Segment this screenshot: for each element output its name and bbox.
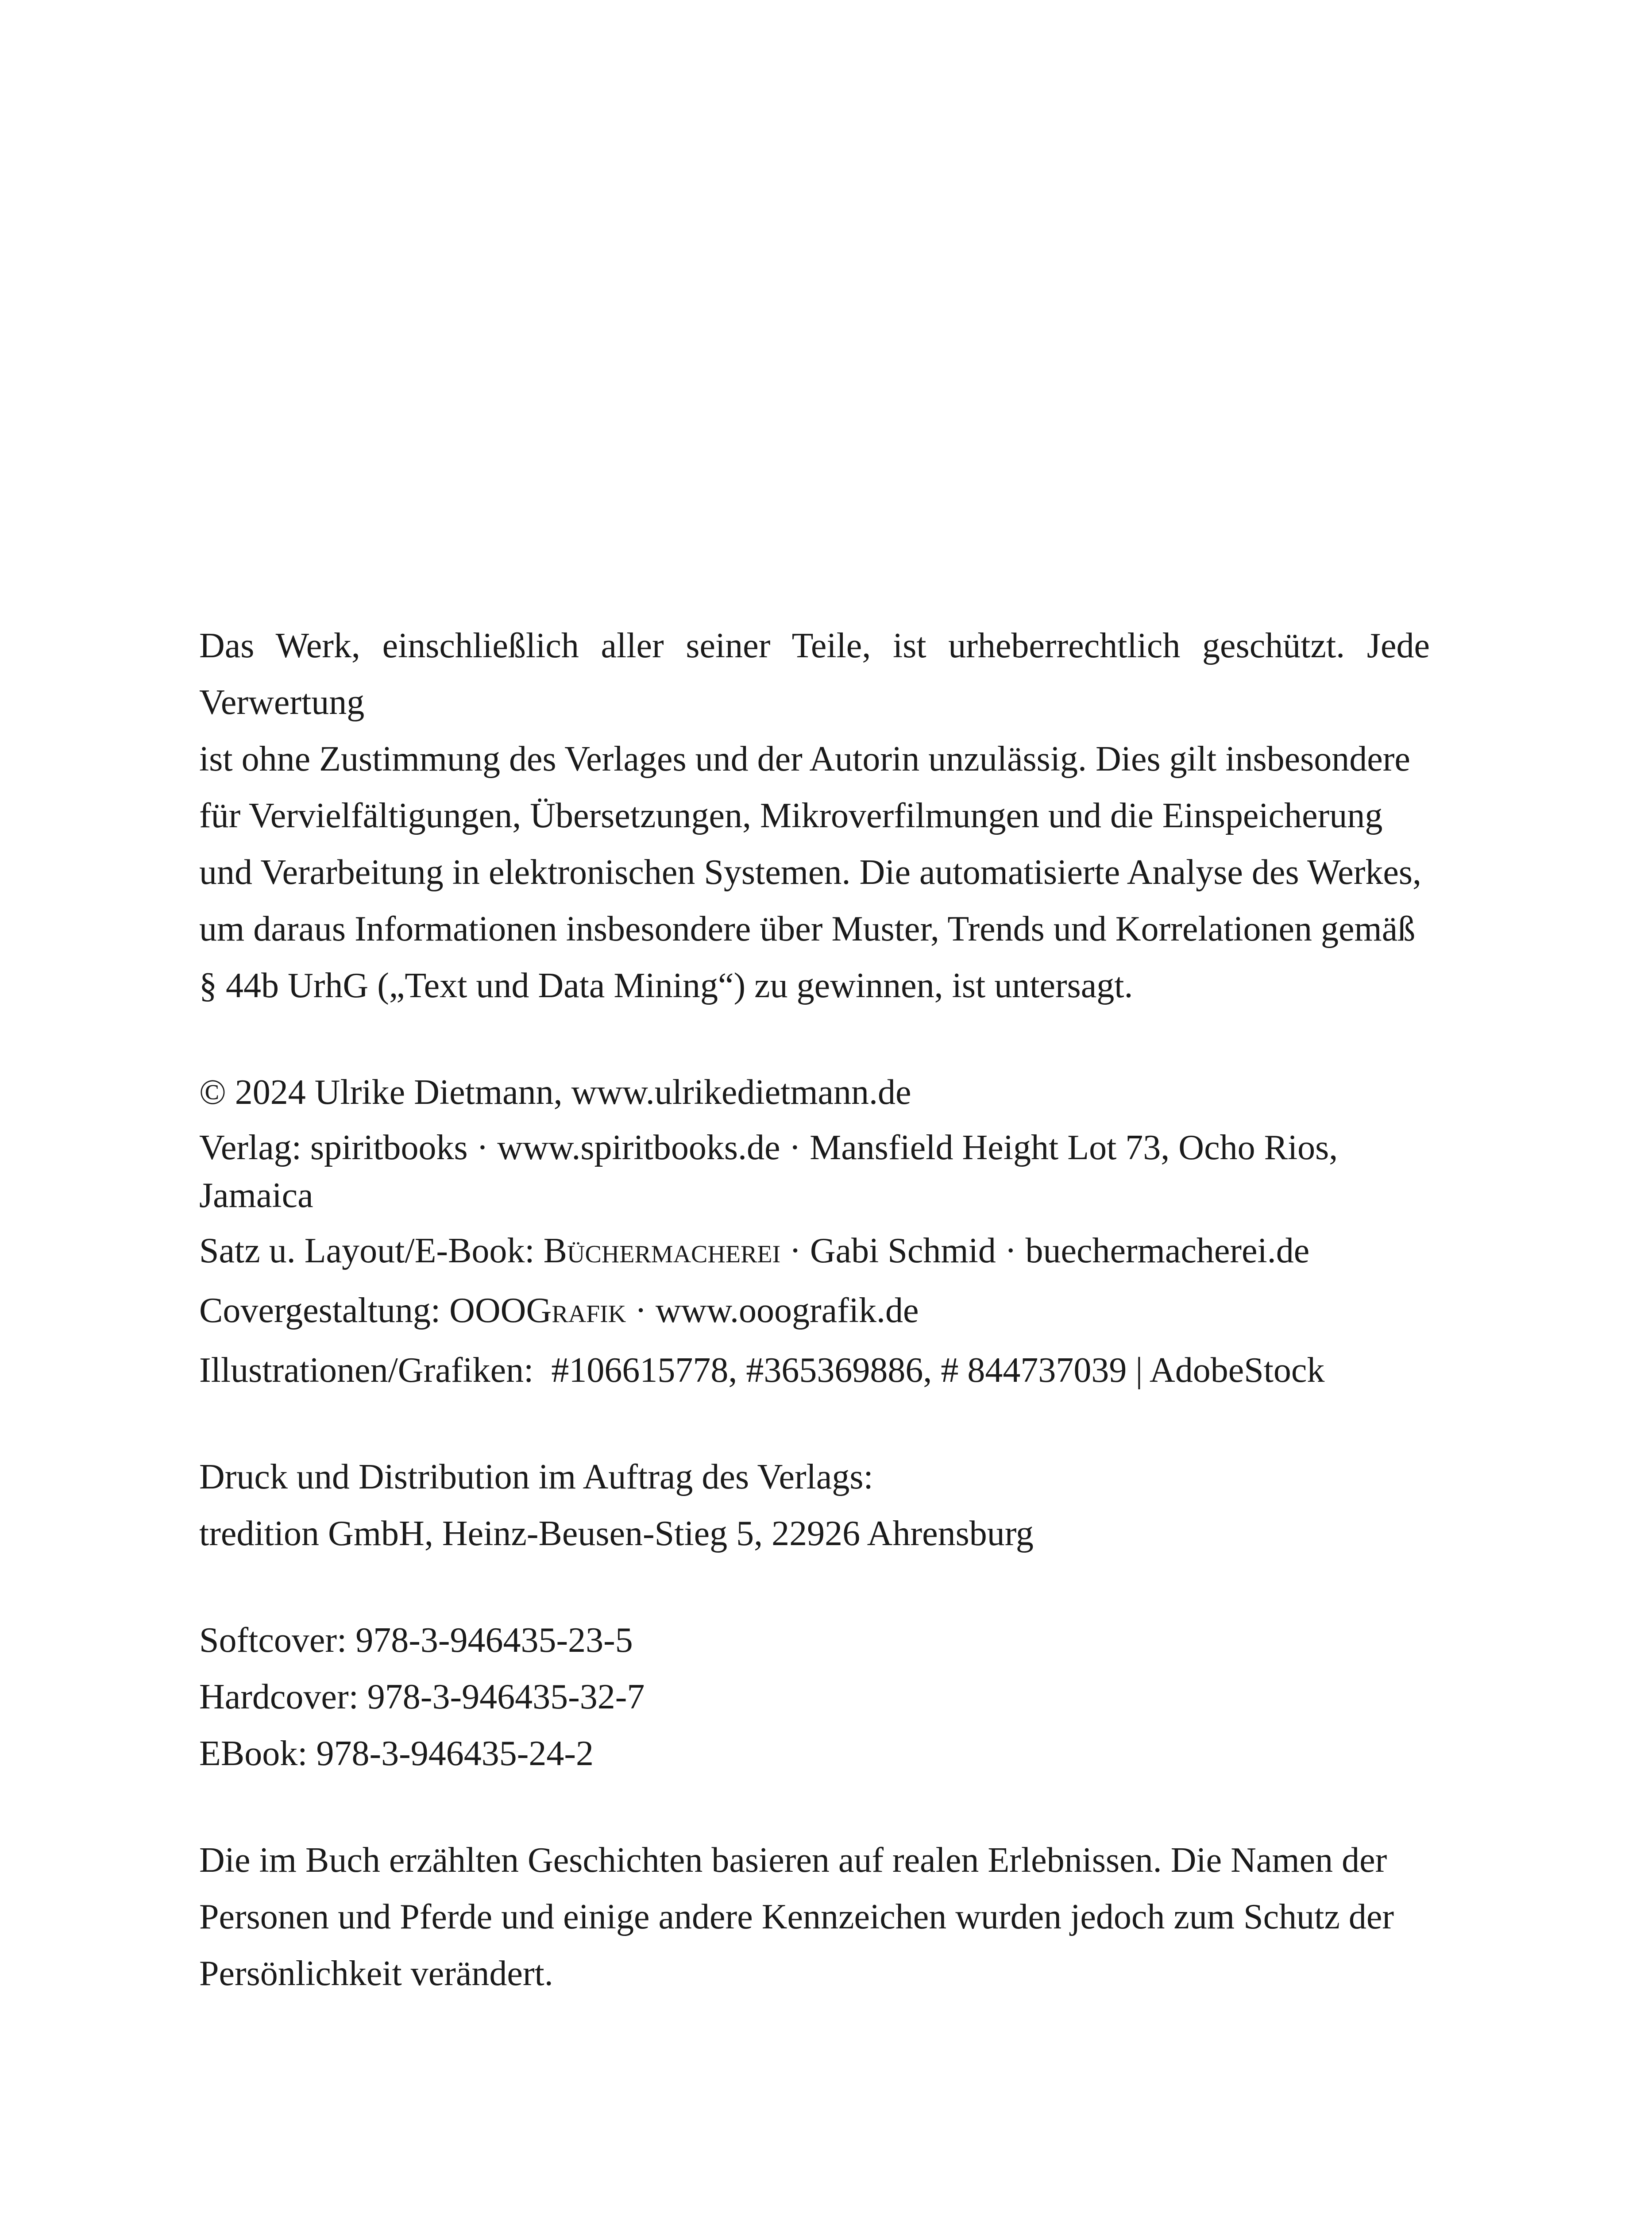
legal-notice-line: ist ohne Zustimmung des Verlages und der Autorin unzulässig. Dies gilt insbesondere: [199, 740, 1410, 779]
publisher-line-continued: Jamaica: [199, 1176, 313, 1215]
legal-notice-line: für Vervielfältigungen, Übersetzungen, Mikroverfilmungen und die Einspeicherung: [199, 796, 1383, 835]
spacer: [199, 1562, 1430, 1612]
spacer: [199, 1782, 1430, 1832]
isbn-softcover: Softcover: 978-3-946435-23-5: [199, 1621, 633, 1660]
layout-studio: Büchermacherei: [543, 1231, 781, 1270]
legal-notice: [199, 617, 1430, 1014]
print-address: tredition GmbH, Heinz-Beusen-Stieg 5, 22926 Ahrensburg: [199, 1514, 1034, 1553]
legal-notice-line: § 44b UrhG („Text und Data Mining“) zu gewinnen, ist untersagt.: [199, 966, 1133, 1005]
cover-prefix: Covergestaltung: OOO: [199, 1291, 526, 1330]
print-block: [199, 1449, 1430, 1562]
cover-suffix: · www.ooografik.de: [626, 1291, 919, 1330]
disclaimer-line: Die im Buch erzählten Geschichten basieren auf realen Erlebnissen. Die Namen der: [199, 1841, 1387, 1880]
layout-credit: [199, 1222, 1430, 1279]
disclaimer-line: Personen und Pferde und einige andere Kennzeichen wurden jedoch zum Schutz der: [199, 1897, 1394, 1936]
credits-block: [199, 1064, 1430, 1399]
cover-studio: Grafik: [526, 1291, 626, 1330]
isbn-hardcover: Hardcover: 978-3-946435-32-7: [199, 1677, 645, 1716]
copyright-line: © 2024 Ulrike Dietmann, www.ulrikedietmann.de: [199, 1073, 911, 1112]
cover-credit: [199, 1282, 1430, 1339]
print-line: Druck und Distribution im Auftrag des Verlags:: [199, 1457, 873, 1496]
spacer: [199, 1399, 1430, 1449]
legal-notice-line: und Verarbeitung in elektronischen Systemen. Die automatisierte Analyse des Werkes,: [199, 853, 1422, 892]
disclaimer-block: [199, 1832, 1430, 2002]
legal-notice-line: Das Werk, einschließlich aller seiner Teile, ist urheberrechtlich geschützt. Jede Verwertung: [199, 626, 1430, 722]
layout-suffix: · Gabi Schmid · buechermacherei.de: [780, 1231, 1310, 1270]
isbn-ebook: EBook: 978-3-946435-24-2: [199, 1734, 594, 1773]
publisher-line: Verlag: spiritbooks · www.spiritbooks.de · Mansfield Height Lot 73, Ocho Rios,: [199, 1128, 1338, 1167]
spacer: [199, 1014, 1430, 1064]
imprint-content: [199, 617, 1430, 2002]
illustrations-credit: Illustrationen/Grafiken: #106615778, #365369886, # 844737039 | AdobeStock: [199, 1351, 1325, 1390]
publisher-entry: [199, 1124, 1430, 1219]
legal-notice-line: um daraus Informationen insbesondere über Muster, Trends und Korrelationen gemäß: [199, 910, 1416, 948]
isbn-block: [199, 1612, 1430, 1782]
layout-prefix: Satz u. Layout/E-Book:: [199, 1231, 544, 1270]
disclaimer-line: Persönlichkeit verändert.: [199, 1954, 553, 1993]
